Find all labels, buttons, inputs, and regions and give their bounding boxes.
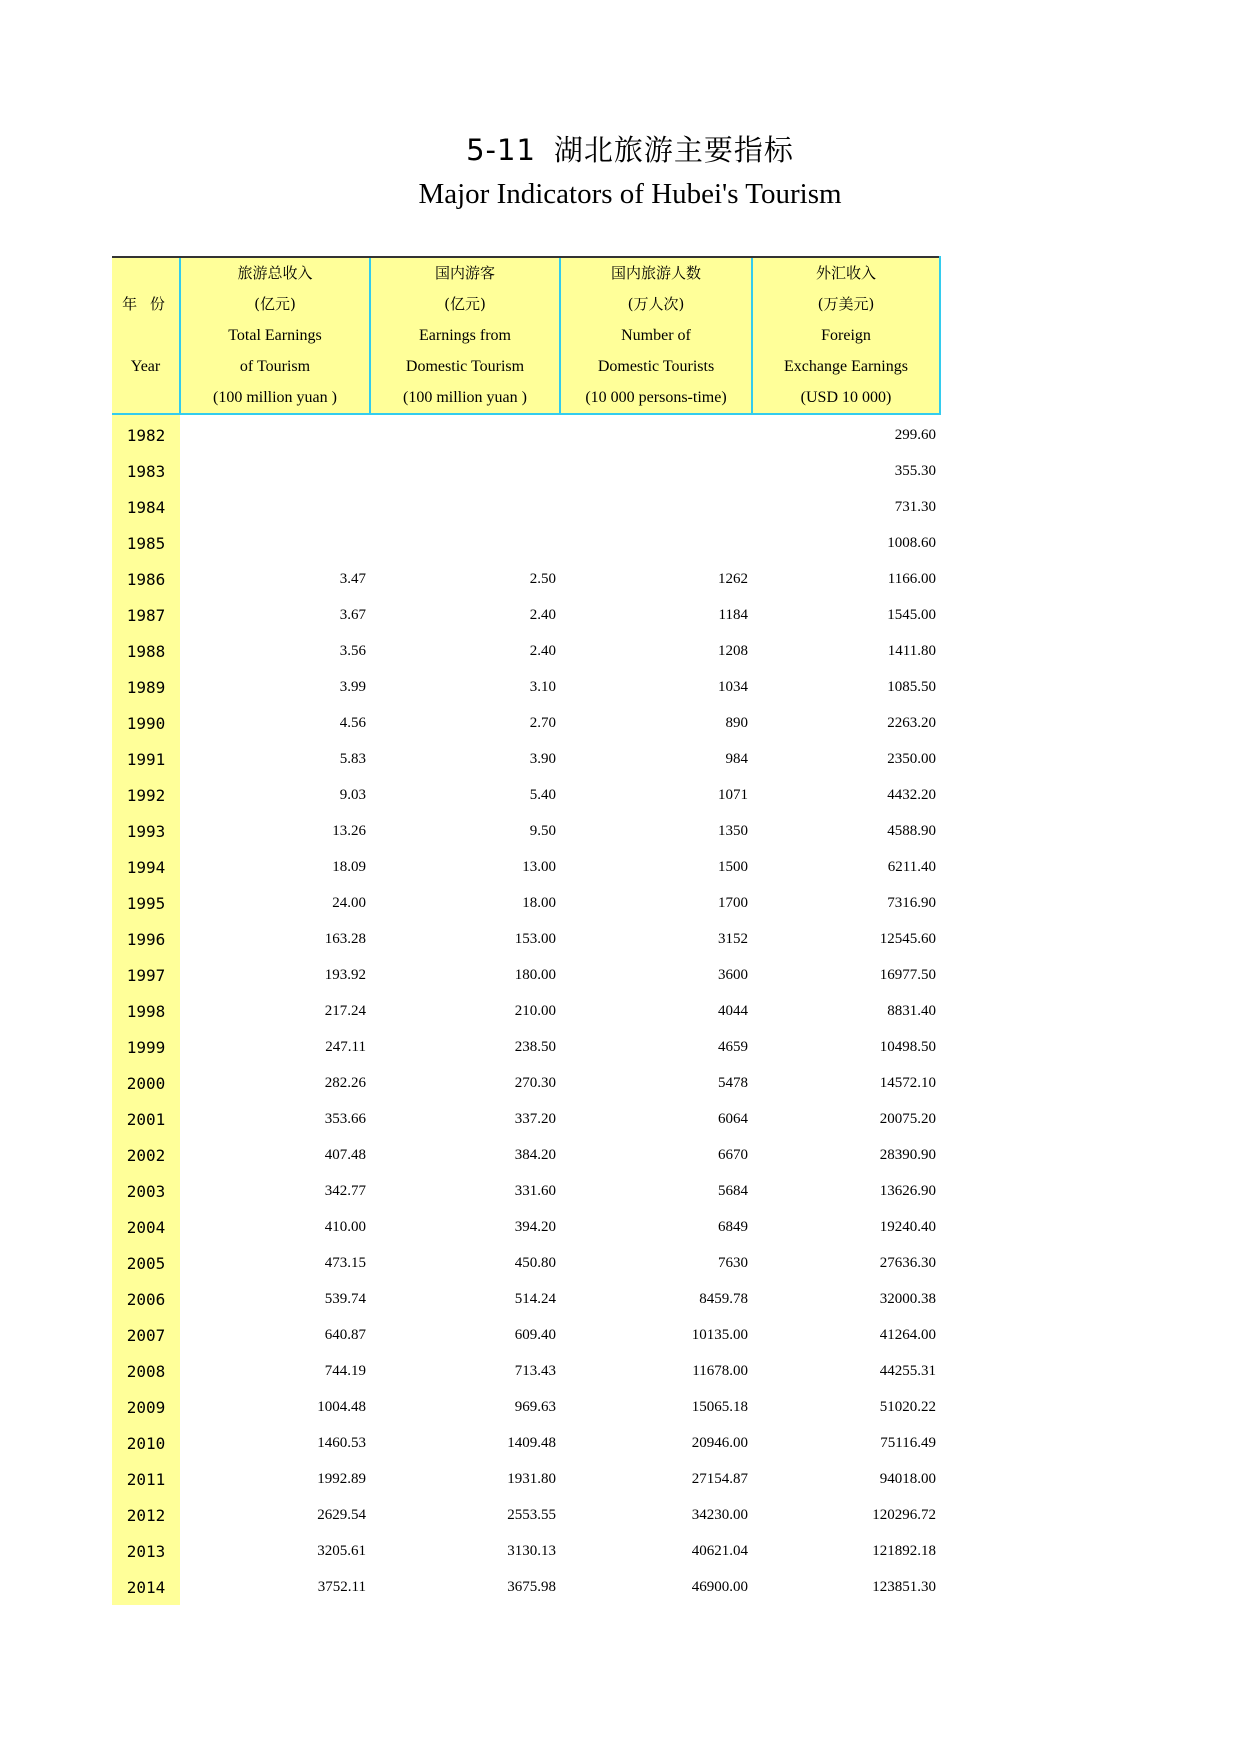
cell-domestic-tourists: 10135.00 xyxy=(691,1326,748,1343)
cell-domestic-earnings: 153.00 xyxy=(514,930,556,947)
cell-forex-earnings: 7316.90 xyxy=(887,894,936,911)
cell-forex-earnings: 1545.00 xyxy=(887,606,936,623)
header-tourists-cn2: (万人次) xyxy=(627,295,685,313)
cell-domestic-tourists: 1208 xyxy=(718,642,748,659)
cell-forex-earnings: 355.30 xyxy=(894,462,936,479)
cell-domestic-tourists: 46900.00 xyxy=(691,1578,748,1595)
header-domestic-en3: (100 million yuan ) xyxy=(403,389,527,406)
table-number: 5-11 xyxy=(466,133,536,167)
cell-year: 2001 xyxy=(112,1101,180,1137)
header-tourists-en3: (10 000 persons-time) xyxy=(585,389,727,406)
header-domestic-earnings xyxy=(370,257,560,414)
cell-domestic-tourists: 1184 xyxy=(718,606,748,623)
cell-domestic-earnings: 969.63 xyxy=(514,1398,556,1415)
cell-forex-earnings: 4588.90 xyxy=(887,822,936,839)
cell-year: 1989 xyxy=(112,669,180,705)
cell-year: 2012 xyxy=(112,1497,180,1533)
cell-domestic-earnings: 2.40 xyxy=(529,606,556,623)
cell-domestic-tourists: 1500 xyxy=(718,858,748,875)
cell-domestic-earnings xyxy=(370,414,560,453)
cell-total-earnings: 5.83 xyxy=(339,750,366,767)
cell-forex-earnings: 10498.50 xyxy=(879,1038,936,1055)
cell-domestic-tourists xyxy=(560,414,752,453)
cell-forex-earnings: 27636.30 xyxy=(879,1254,936,1271)
cell-domestic-tourists: 6849 xyxy=(718,1218,748,1235)
cell-year: 1986 xyxy=(112,561,180,597)
header-forex-en1: Foreign xyxy=(821,327,871,344)
table-row xyxy=(112,1425,940,1461)
cell-total-earnings: 1004.48 xyxy=(317,1398,366,1415)
cell-domestic-tourists: 40621.04 xyxy=(691,1542,748,1559)
cell-year: 1985 xyxy=(112,525,180,561)
cell-forex-earnings: 4432.20 xyxy=(887,786,936,803)
header-tourists-cn1: 国内旅游人数 xyxy=(610,264,701,282)
cell-domestic-tourists: 11678.00 xyxy=(692,1362,748,1379)
cell-total-earnings: 24.00 xyxy=(332,894,366,911)
cell-domestic-earnings: 2.70 xyxy=(529,714,556,731)
cell-domestic-earnings xyxy=(370,489,560,525)
cell-domestic-tourists: 20946.00 xyxy=(691,1434,748,1451)
table-row xyxy=(112,741,940,777)
table-row xyxy=(112,1389,940,1425)
cell-total-earnings: 4.56 xyxy=(339,714,366,731)
cell-total-earnings: 163.28 xyxy=(324,930,366,947)
cell-total-earnings: 353.66 xyxy=(324,1110,366,1127)
cell-forex-earnings: 1411.80 xyxy=(887,642,936,659)
table-row xyxy=(112,1281,940,1317)
cell-forex-earnings: 1008.60 xyxy=(887,534,936,551)
cell-total-earnings: 217.24 xyxy=(324,1002,366,1019)
table-row xyxy=(112,561,940,597)
cell-total-earnings xyxy=(180,525,370,561)
cell-forex-earnings: 2350.00 xyxy=(887,750,936,767)
cell-year: 2003 xyxy=(112,1173,180,1209)
cell-total-earnings xyxy=(180,489,370,525)
cell-year: 2011 xyxy=(112,1461,180,1497)
table-row xyxy=(112,1029,940,1065)
table-row xyxy=(112,1137,940,1173)
cell-total-earnings: 342.77 xyxy=(324,1182,366,1199)
cell-year: 1998 xyxy=(112,993,180,1029)
cell-year: 1984 xyxy=(112,489,180,525)
table-row xyxy=(112,921,940,957)
cell-total-earnings: 2629.54 xyxy=(317,1506,366,1523)
table-row xyxy=(112,1317,940,1353)
cell-total-earnings: 539.74 xyxy=(324,1290,366,1307)
cell-total-earnings: 193.92 xyxy=(324,966,366,983)
cell-total-earnings: 9.03 xyxy=(339,786,366,803)
indicators-table-wrap xyxy=(112,256,941,1605)
header-domestic-en2: Domestic Tourism xyxy=(405,358,525,375)
cell-total-earnings: 410.00 xyxy=(324,1218,366,1235)
cell-domestic-tourists: 4044 xyxy=(718,1002,748,1019)
cell-year: 1996 xyxy=(112,921,180,957)
table-row xyxy=(112,1533,940,1569)
header-total-earnings xyxy=(180,257,370,414)
table-row xyxy=(112,1173,940,1209)
cell-year: 2002 xyxy=(112,1137,180,1173)
cell-year: 1982 xyxy=(112,414,180,453)
table-row xyxy=(112,885,940,921)
cell-total-earnings: 3.67 xyxy=(339,606,366,623)
header-forex-en3: (USD 10 000) xyxy=(800,389,892,406)
header-forex-cn1: 外汇收入 xyxy=(815,264,876,282)
cell-domestic-earnings: 9.50 xyxy=(529,822,556,839)
table-row xyxy=(112,669,940,705)
cell-year: 1993 xyxy=(112,813,180,849)
cell-domestic-tourists: 984 xyxy=(725,750,748,767)
header-total-cn2: (亿元) xyxy=(254,295,296,313)
cell-total-earnings xyxy=(180,414,370,453)
header-year-cn: 年 份 xyxy=(122,295,169,313)
cell-domestic-tourists xyxy=(560,453,752,489)
cell-domestic-tourists: 5684 xyxy=(718,1182,748,1199)
table-row xyxy=(112,777,940,813)
cell-domestic-tourists: 1262 xyxy=(718,570,748,587)
page-title-en: Major Indicators of Hubei's Tourism xyxy=(418,178,842,210)
table-row xyxy=(112,993,940,1029)
cell-domestic-tourists: 5478 xyxy=(718,1074,748,1091)
cell-year: 1987 xyxy=(112,597,180,633)
cell-forex-earnings: 44255.31 xyxy=(879,1362,936,1379)
header-tourists-en2: Domestic Tourists xyxy=(597,358,715,375)
cell-total-earnings: 282.26 xyxy=(324,1074,366,1091)
cell-forex-earnings: 19240.40 xyxy=(879,1218,936,1235)
cell-forex-earnings: 6211.40 xyxy=(887,858,936,875)
cell-year: 2014 xyxy=(112,1569,180,1605)
cell-domestic-tourists: 1034 xyxy=(718,678,748,695)
cell-year: 1988 xyxy=(112,633,180,669)
cell-forex-earnings: 16977.50 xyxy=(879,966,936,983)
cell-total-earnings: 744.19 xyxy=(324,1362,366,1379)
cell-domestic-tourists: 8459.78 xyxy=(699,1290,748,1307)
table-row xyxy=(112,1101,940,1137)
title-cn-text: 湖北旅游主要指标 xyxy=(553,133,794,167)
cell-domestic-earnings: 3675.98 xyxy=(507,1578,556,1595)
cell-domestic-earnings: 1931.80 xyxy=(507,1470,556,1487)
header-total-en2: of Tourism xyxy=(239,358,311,375)
cell-domestic-earnings: 331.60 xyxy=(514,1182,556,1199)
cell-year: 2004 xyxy=(112,1209,180,1245)
cell-total-earnings: 13.26 xyxy=(332,822,366,839)
cell-total-earnings: 3.56 xyxy=(339,642,366,659)
cell-domestic-tourists xyxy=(560,489,752,525)
header-forex-cn2: (万美元) xyxy=(817,295,875,313)
cell-domestic-earnings: 609.40 xyxy=(514,1326,556,1343)
cell-domestic-earnings: 2553.55 xyxy=(507,1506,556,1523)
cell-year: 2007 xyxy=(112,1317,180,1353)
cell-year: 2009 xyxy=(112,1389,180,1425)
header-year-en: Year xyxy=(130,358,161,375)
cell-domestic-earnings: 13.00 xyxy=(522,858,556,875)
cell-total-earnings: 473.15 xyxy=(324,1254,366,1271)
cell-total-earnings: 3205.61 xyxy=(317,1542,366,1559)
cell-domestic-earnings: 394.20 xyxy=(514,1218,556,1235)
cell-domestic-tourists: 890 xyxy=(725,714,748,731)
cell-year: 1992 xyxy=(112,777,180,813)
cell-domestic-earnings: 1409.48 xyxy=(507,1434,556,1451)
header-domestic-tourists xyxy=(560,257,752,414)
header-forex-en2: Exchange Earnings xyxy=(784,358,908,375)
cell-year: 1994 xyxy=(112,849,180,885)
cell-domestic-earnings: 2.50 xyxy=(529,570,556,587)
cell-total-earnings: 247.11 xyxy=(325,1038,366,1055)
table-row xyxy=(112,1065,940,1101)
cell-year: 1991 xyxy=(112,741,180,777)
cell-forex-earnings: 121892.18 xyxy=(872,1542,936,1559)
cell-domestic-earnings: 337.20 xyxy=(514,1110,556,1127)
cell-forex-earnings: 14572.10 xyxy=(879,1074,936,1091)
table-row xyxy=(112,849,940,885)
table-row xyxy=(112,1569,940,1605)
cell-total-earnings: 3.99 xyxy=(339,678,366,695)
cell-forex-earnings: 28390.90 xyxy=(879,1146,936,1163)
cell-forex-earnings: 1085.50 xyxy=(887,678,936,695)
cell-forex-earnings: 123851.30 xyxy=(872,1578,936,1595)
table-row xyxy=(112,597,940,633)
cell-domestic-earnings: 450.80 xyxy=(514,1254,556,1271)
table-row xyxy=(112,1497,940,1533)
header-year xyxy=(112,257,180,414)
table-row xyxy=(112,414,940,453)
cell-forex-earnings: 51020.22 xyxy=(879,1398,936,1415)
cell-total-earnings: 1992.89 xyxy=(317,1470,366,1487)
cell-year: 1983 xyxy=(112,453,180,489)
cell-year: 2010 xyxy=(112,1425,180,1461)
table-row xyxy=(112,1353,940,1389)
cell-forex-earnings: 299.60 xyxy=(894,426,936,443)
cell-year: 2008 xyxy=(112,1353,180,1389)
header-total-en1: Total Earnings xyxy=(228,327,322,344)
cell-domestic-earnings: 514.24 xyxy=(514,1290,556,1307)
cell-domestic-earnings: 3130.13 xyxy=(507,1542,556,1559)
cell-domestic-earnings xyxy=(370,453,560,489)
cell-total-earnings: 1460.53 xyxy=(317,1434,366,1451)
cell-domestic-earnings: 180.00 xyxy=(514,966,556,983)
cell-domestic-tourists: 4659 xyxy=(718,1038,748,1055)
cell-year: 1990 xyxy=(112,705,180,741)
cell-total-earnings: 3752.11 xyxy=(317,1578,366,1595)
cell-domestic-earnings: 210.00 xyxy=(514,1002,556,1019)
cell-domestic-tourists: 34230.00 xyxy=(691,1506,748,1523)
cell-year: 2013 xyxy=(112,1533,180,1569)
cell-year: 1995 xyxy=(112,885,180,921)
table-row xyxy=(112,1209,940,1245)
cell-forex-earnings: 75116.49 xyxy=(880,1434,936,1451)
cell-year: 2005 xyxy=(112,1245,180,1281)
cell-domestic-tourists: 7630 xyxy=(718,1254,748,1271)
header-domestic-en1: Earnings from xyxy=(419,327,511,344)
cell-domestic-earnings: 238.50 xyxy=(514,1038,556,1055)
cell-forex-earnings: 94018.00 xyxy=(879,1470,936,1487)
cell-forex-earnings: 12545.60 xyxy=(879,930,936,947)
table-row xyxy=(112,957,940,993)
table-row xyxy=(112,633,940,669)
cell-total-earnings: 3.47 xyxy=(339,570,366,587)
header-forex-earnings xyxy=(752,257,940,414)
cell-domestic-earnings: 384.20 xyxy=(514,1146,556,1163)
table-row xyxy=(112,705,940,741)
cell-domestic-earnings: 270.30 xyxy=(514,1074,556,1091)
cell-forex-earnings: 41264.00 xyxy=(879,1326,936,1343)
cell-domestic-earnings: 713.43 xyxy=(514,1362,556,1379)
cell-domestic-earnings: 2.40 xyxy=(529,642,556,659)
cell-domestic-tourists: 1350 xyxy=(718,822,748,839)
cell-forex-earnings: 20075.20 xyxy=(879,1110,936,1127)
header-domestic-cn1: 国内游客 xyxy=(434,264,495,282)
cell-year: 1997 xyxy=(112,957,180,993)
cell-domestic-tourists: 6670 xyxy=(718,1146,748,1163)
cell-total-earnings xyxy=(180,453,370,489)
table-row xyxy=(112,1461,940,1497)
header-total-cn1: 旅游总收入 xyxy=(237,264,313,282)
cell-forex-earnings: 13626.90 xyxy=(879,1182,936,1199)
cell-forex-earnings: 8831.40 xyxy=(887,1002,936,1019)
cell-domestic-tourists: 1071 xyxy=(718,786,748,803)
indicators-table xyxy=(112,256,941,1605)
header-domestic-cn2: (亿元) xyxy=(444,295,486,313)
cell-domestic-earnings: 3.90 xyxy=(529,750,556,767)
cell-domestic-tourists: 3600 xyxy=(718,966,748,983)
cell-year: 1999 xyxy=(112,1029,180,1065)
header-total-en3: (100 million yuan ) xyxy=(213,389,337,406)
cell-domestic-tourists: 3152 xyxy=(718,930,748,947)
cell-domestic-earnings: 18.00 xyxy=(522,894,556,911)
cell-domestic-tourists: 6064 xyxy=(718,1110,748,1127)
header-tourists-en1: Number of xyxy=(621,327,691,344)
header-row xyxy=(112,257,940,414)
cell-domestic-tourists: 1700 xyxy=(718,894,748,911)
cell-domestic-tourists: 15065.18 xyxy=(691,1398,748,1415)
cell-year: 2006 xyxy=(112,1281,180,1317)
table-body xyxy=(112,414,940,1605)
cell-total-earnings: 407.48 xyxy=(324,1146,366,1163)
cell-domestic-earnings: 3.10 xyxy=(529,678,556,695)
cell-total-earnings: 640.87 xyxy=(324,1326,366,1343)
table-row xyxy=(112,453,940,489)
cell-total-earnings: 18.09 xyxy=(332,858,366,875)
cell-forex-earnings: 1166.00 xyxy=(887,570,936,587)
cell-forex-earnings: 32000.38 xyxy=(879,1290,936,1307)
cell-domestic-earnings xyxy=(370,525,560,561)
table-row xyxy=(112,525,940,561)
page-title-cn xyxy=(0,128,1240,169)
table-row xyxy=(112,489,940,525)
cell-forex-earnings: 120296.72 xyxy=(872,1506,936,1523)
cell-domestic-earnings: 5.40 xyxy=(529,786,556,803)
cell-forex-earnings: 731.30 xyxy=(894,498,936,515)
table-row xyxy=(112,813,940,849)
cell-domestic-tourists: 27154.87 xyxy=(691,1470,748,1487)
cell-domestic-tourists xyxy=(560,525,752,561)
cell-forex-earnings: 2263.20 xyxy=(887,714,936,731)
table-row xyxy=(112,1245,940,1281)
cell-year: 2000 xyxy=(112,1065,180,1101)
